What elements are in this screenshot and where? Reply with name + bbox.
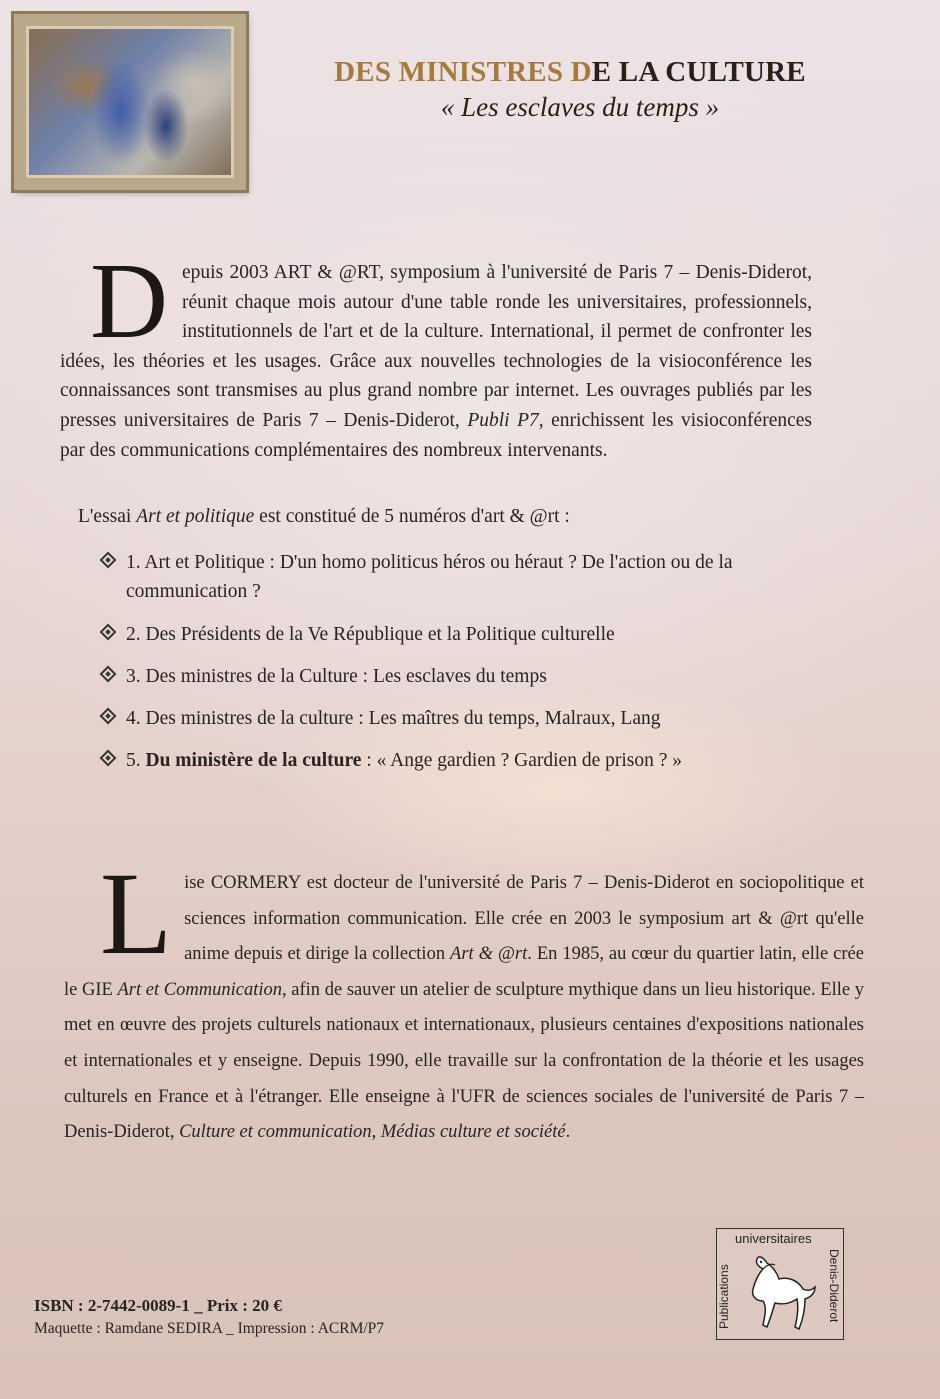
author-text-e: . (565, 1122, 571, 1143)
author-text-c: , afin de sauver un atelier de sculpture mythique dans un lieu historique. Elle y met en œuvre des projets culturels nationaux et internationaux, plusieurs centaines d'expositions nationales et internationales et y enseigne. Depuis 1990, elle travaille sur la confrontation de la théorie et les usages culturels en France et à l'étranger. Elle enseigne à l'UFR de sciences sociales de l'université de Paris 7 – Denis-Diderot, (64, 979, 864, 1143)
book-subtitle: « Les esclaves du temps » (440, 92, 720, 122)
essay-intro (78, 506, 570, 528)
intro-text-b: , enrichissent les visioconférences par des communications complémentaires des nombreux intervenants. (60, 409, 812, 461)
author-italic-4: Médias culture et société (380, 1122, 566, 1143)
logo-text-right: Denis-Diderot (827, 1249, 841, 1323)
issue-rest: : « Ange gardien ? Gardien de prison ? » (361, 750, 683, 771)
author-paragraph (64, 848, 864, 1151)
list-item (102, 548, 822, 606)
list-item-text (126, 746, 822, 775)
issue-bold-title: Du ministère de la culture (145, 750, 362, 771)
diamond-bullet-icon (100, 552, 117, 569)
dropcap-d: D (90, 242, 168, 361)
author-italic-1: Art & @rt (450, 944, 528, 965)
horse-icon (737, 1251, 821, 1337)
logo-text-top: universitaires (735, 1231, 812, 1246)
essay-intro-after: est constitué de 5 numéros d'art & @rt : (254, 506, 570, 527)
diamond-bullet-icon (100, 624, 117, 641)
title-part-dark: E LA CULTURE (591, 56, 806, 88)
logo-text-left: Publications (717, 1264, 731, 1329)
list-item (102, 746, 822, 775)
dropcap-l: L (100, 848, 173, 979)
list-item-text: 1. Art et Politique : D'un homo politicus héros ou héraut ? De l'action ou de la communication ? (126, 552, 733, 602)
list-item-text: 2. Des Présidents de la Ve République et la Politique culturelle (126, 624, 615, 645)
issue-number: 5. (126, 750, 146, 771)
cover-painting (14, 14, 246, 190)
book-title (270, 56, 870, 89)
list-item (102, 704, 822, 733)
list-item (102, 620, 822, 649)
intro-text-italic: Publi P7 (467, 409, 539, 431)
author-text-d: , (371, 1122, 381, 1143)
credits-line: Maquette : Ramdane SEDIRA _ Impression : ACRM/P7 (34, 1320, 385, 1337)
essay-intro-italic: Art et politique (136, 506, 255, 527)
diamond-bullet-icon (100, 750, 117, 767)
author-text-b: . En 1985, au cœur du quartier latin, elle crée le GIE (64, 944, 864, 1000)
isbn-price: ISBN : 2-7442-0089-1 _ Prix : 20 € (34, 1296, 282, 1315)
intro-text-a: epuis 2003 ART & @RT, symposium à l'université de Paris 7 – Denis-Diderot, réunit chaque mois autour d'une table ronde les universitaires, professionnels, institutionnels de l'art et de la culture. International, il permet de confronter les idées, les théories et les usages. Grâce aux nouvelles technologies de la visioconférence les connaissances sont transmises au plus grand nombre par internet. Les ouvrages publiés par les presses universitaires de Paris 7 – Denis-Diderot, (60, 262, 812, 431)
diamond-bullet-icon (100, 666, 117, 683)
essay-intro-before: L'essai (78, 506, 137, 527)
list-item (102, 662, 822, 691)
diamond-bullet-icon (100, 708, 117, 725)
list-item-text: 4. Des ministres de la culture : Les maîtres du temps, Malraux, Lang (126, 708, 661, 729)
publisher-logo (716, 1228, 844, 1340)
author-text-a: ise CORMERY est docteur de l'université de Paris 7 – Denis-Diderot en sociopolitique et sciences information communication. Elle crée en 2003 le symposium art & @rt qu'elle anime depuis et dirige la collection (184, 873, 864, 965)
author-italic-2: Art et Communication (117, 979, 282, 1000)
author-italic-3: Culture et communication (179, 1122, 372, 1143)
list-item-text: 3. Des ministres de la Culture : Les esclaves du temps (126, 666, 547, 687)
title-part-gold: DES MINISTRES D (334, 56, 592, 88)
intro-paragraph (60, 242, 812, 465)
